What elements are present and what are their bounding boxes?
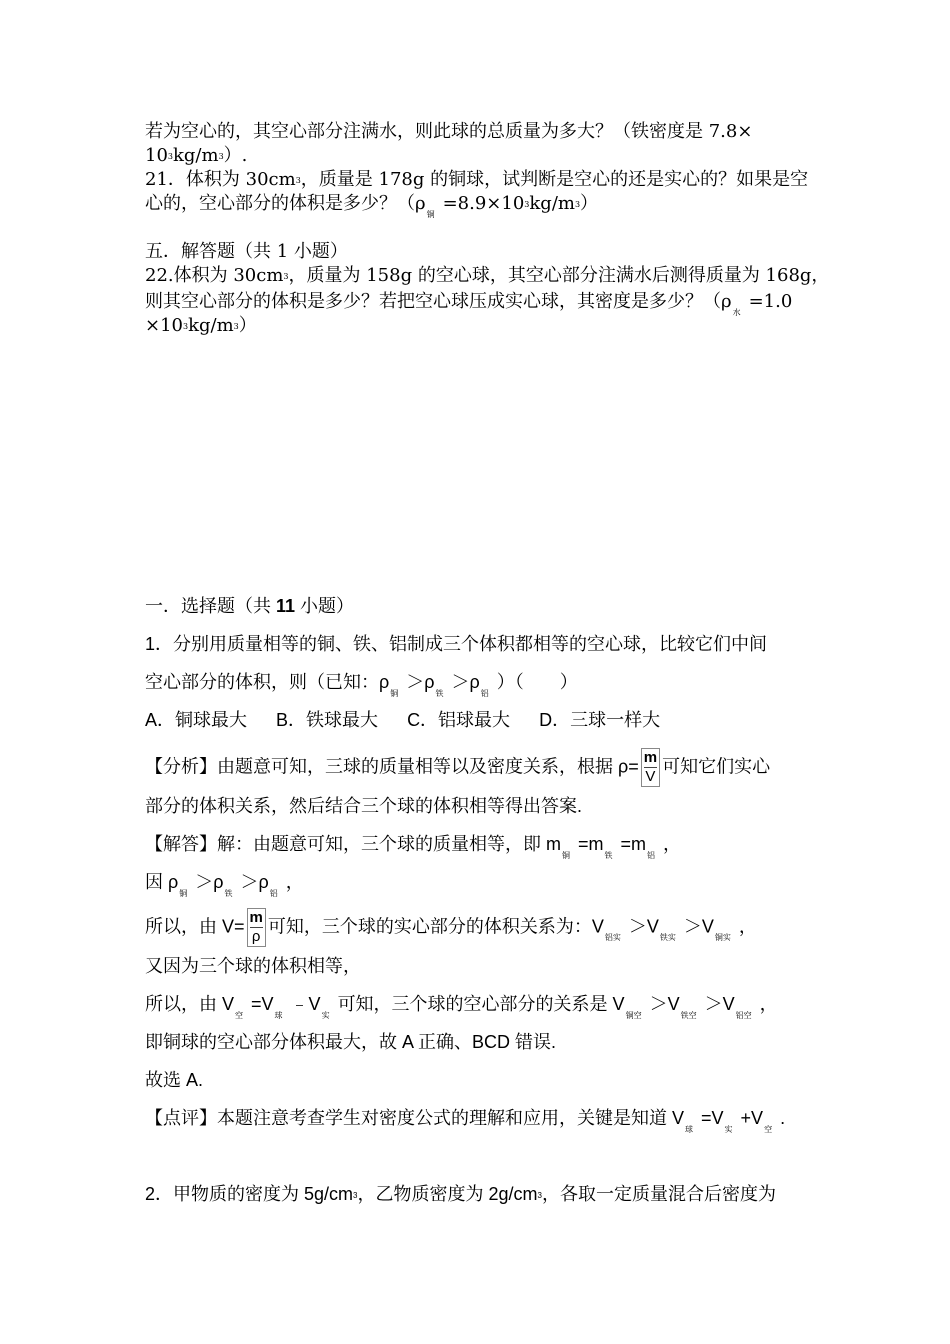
- option-d: D．三球一样大: [539, 710, 661, 730]
- q22-line2: 则其空心部分的体积是多少？若把空心球压成实心球，其密度是多少？（$\rho_水=1.0$: [145, 291, 793, 317]
- option-b: B．铁球最大: [276, 710, 379, 730]
- solution-answer: 故选 A.: [145, 1070, 204, 1090]
- solution-line6: 即铜球的空心部分体积最大，故 A 正确、BCD 错误.: [145, 1032, 557, 1052]
- q1-line1: 1．分别用质量相等的铜、铁、铝制成三个体积都相等的空心球，比较它们中间: [145, 634, 768, 654]
- q2-line1: 2．甲物质的密度为 5g/cm3，乙物质密度为 2g/cm3，各取一定质量混合后密度为: [145, 1184, 776, 1204]
- q1-options: [145, 708, 660, 732]
- option-c: C．铝球最大: [407, 710, 511, 730]
- section5-heading: 五．解答题（共 1 小题）: [145, 241, 348, 262]
- comment-line: 【点评】本题注意考查学生对密度公式的理解和应用，关键是知道 $V_球=V_实+V_空$.: [145, 1108, 786, 1134]
- q22-line3: ×103kg/m3）: [145, 315, 257, 336]
- analysis-line2: 部分的体积关系，然后结合三个球的体积相等得出答案.: [145, 796, 582, 816]
- q21-line1: 21．体积为 30cm3，质量是 178g 的铜球，试判断是空心的还是实心的？如果是空: [145, 169, 809, 190]
- fraction-m-over-rho: $\frac{m}{\rho}$: [247, 908, 266, 947]
- q22-line1: 22.体积为 30cm3，质量为 158g 的空心球，其空心部分注满水后测得质量为 168g，: [145, 265, 830, 286]
- q21-line2: 心的，空心部分的体积是多少？$(\rho_铜=8.9\times 103kg/m3)$: [145, 193, 599, 219]
- q20-density-line: 103kg/m3）.: [145, 145, 248, 166]
- fraction-m-over-v: $\frac{m}{V}$: [641, 748, 660, 787]
- solution-line4: 又因为三个球的体积相等，: [145, 956, 361, 976]
- solution-line1: 【解答】解：由题意可知，三个球的质量相等，即 $m_铜=m_铁=m_铝$，: [145, 834, 682, 860]
- option-a: A．铜球最大: [145, 710, 248, 730]
- solution-line2: 因 $\rho_铜>\rho_铁>\rho_铝$，: [145, 872, 304, 898]
- q1-line2: 空心部分的体积，则（已知：$\rho_铜>\rho_铁>\rho_铝$）（ ）: [145, 672, 578, 698]
- solution-line3: 所以，由 V= $\frac{m}{\rho}$ 可知，三个球的实心部分的体积关系为：$V_{铝实}>V_{铁实}>V_{铜实}$，: [145, 909, 757, 945]
- analysis-line1: 【分析】由题意可知，三球的质量相等以及密度关系，根据 ρ= $\frac{m}{V}$ 可知它们实心: [145, 749, 771, 785]
- section1-heading: 一．选择题（共 11 小题）: [145, 596, 355, 616]
- solution-line5: 所以，由 $V_空=V_球﹣V_实$可知，三个球的空心部分的关系是 $V_{铜空}>V_{铁空}>V_{铝空}$，: [145, 994, 778, 1020]
- q20-continuation-line: 若为空心的，其空心部分注满水，则此球的总质量为多大？（铁密度是 7.8×: [145, 121, 753, 142]
